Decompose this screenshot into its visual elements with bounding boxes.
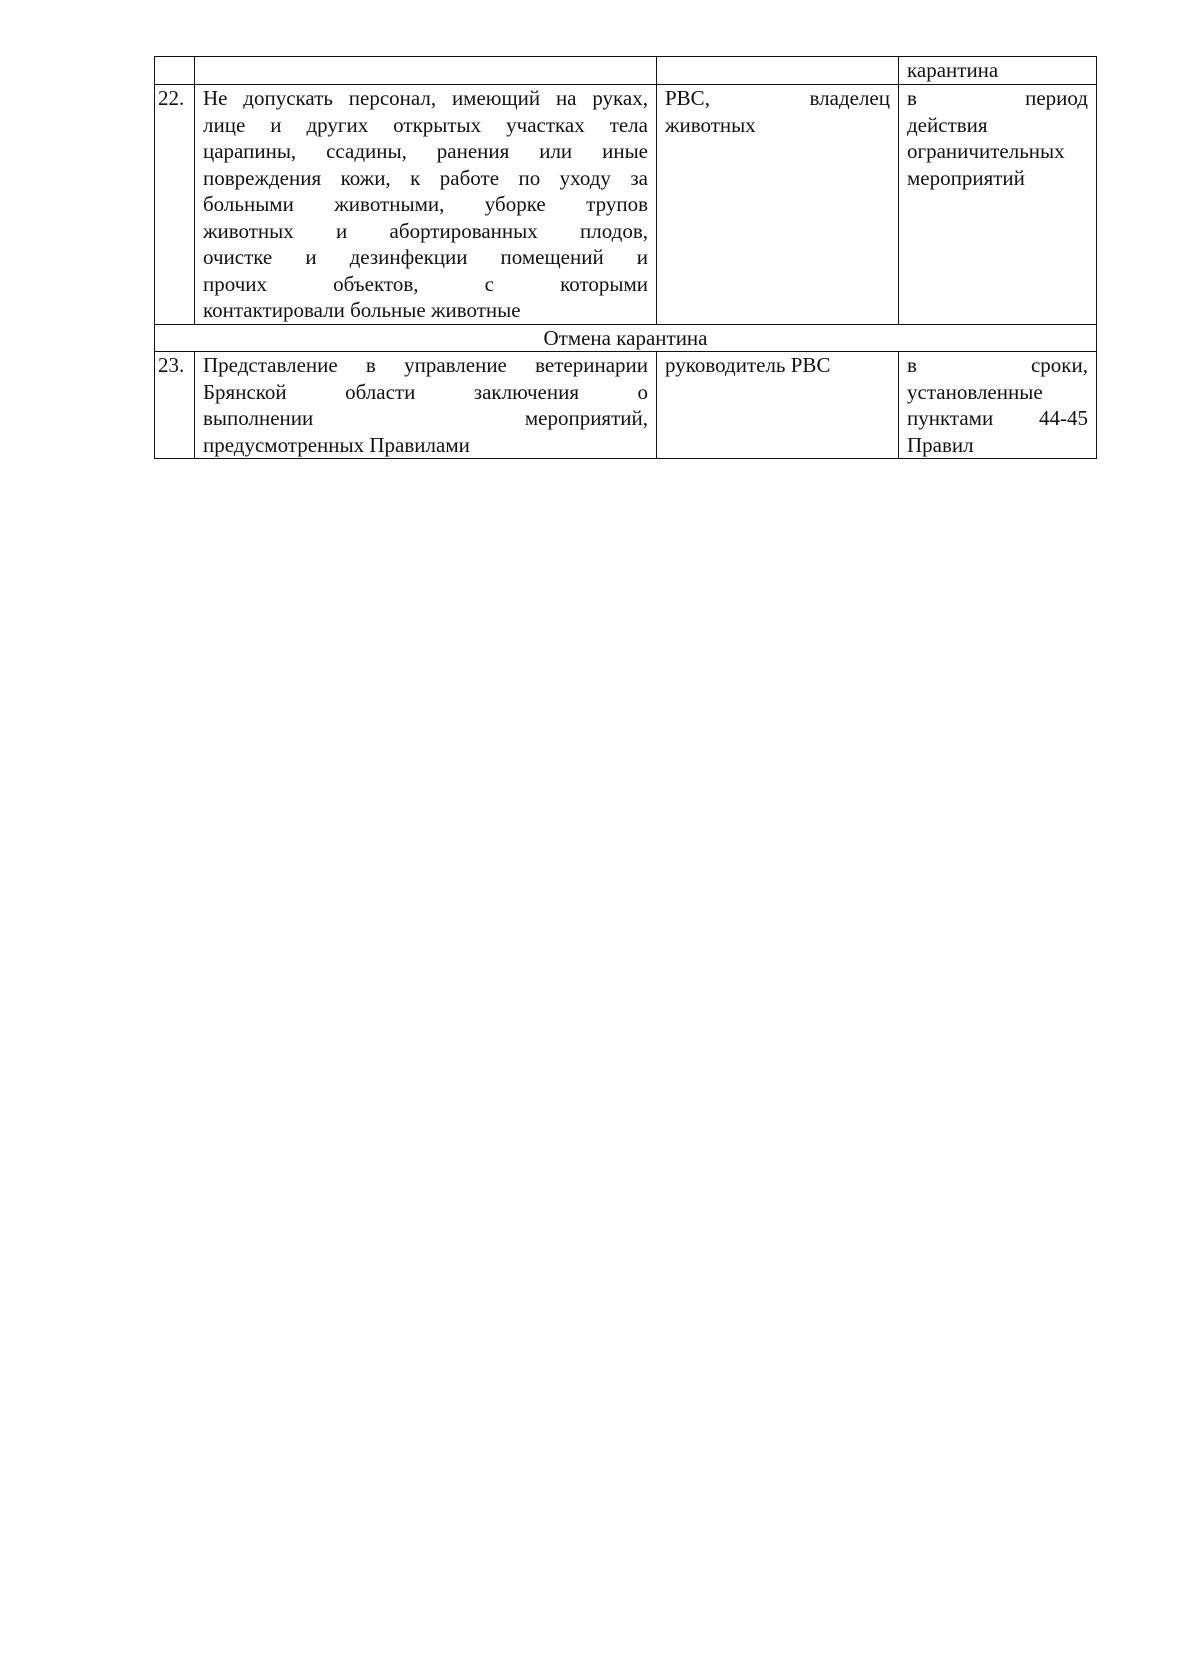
action-line: повреждения кожи, к работе по уходу за xyxy=(203,165,648,190)
deadline-line: ограничительных xyxy=(907,139,1065,163)
cell-deadline xyxy=(899,352,1097,459)
measures-table xyxy=(154,56,1097,459)
table-row xyxy=(155,85,1097,325)
responsible-line: животных xyxy=(665,112,756,137)
cell-action xyxy=(195,352,657,459)
cell-action xyxy=(195,85,657,325)
action-line: предусмотренных Правилами xyxy=(203,432,470,457)
action-line: животных и абортированных плодов, xyxy=(203,218,648,243)
cell-deadline-continuation: карантина xyxy=(899,57,1097,85)
cell-deadline xyxy=(899,85,1097,325)
action-line: очистке и дезинфекции помещений и xyxy=(203,245,648,269)
action-line: контактировали больные животные xyxy=(203,298,521,322)
cell-num-empty xyxy=(155,57,195,85)
cell-responsible xyxy=(657,352,899,459)
cell-num: 23. xyxy=(155,352,195,459)
deadline-line: в период xyxy=(907,86,1088,110)
deadline-line: Правил xyxy=(907,432,974,457)
action-line: больными животными, уборке трупов xyxy=(203,192,648,216)
deadline-line: установленные xyxy=(907,379,1043,404)
cell-action-empty xyxy=(195,57,657,85)
deadline-line: пунктами 44-45 xyxy=(907,406,1088,430)
action-line: Брянской области заключения о xyxy=(203,379,648,404)
cell-num: 22. xyxy=(155,85,195,325)
table-row xyxy=(155,352,1097,459)
section-heading: Отмена карантина xyxy=(155,324,1097,352)
action-line: Не допускать персонал, имеющий на руках, xyxy=(203,86,648,110)
section-heading-row xyxy=(155,324,1097,352)
table-row-continuation xyxy=(155,57,1097,85)
responsible-line: РВС, владелец xyxy=(665,86,890,110)
deadline-line: мероприятий xyxy=(907,165,1025,190)
action-line: Представление в управление ветеринарии xyxy=(203,353,648,377)
cell-responsible xyxy=(657,85,899,325)
deadline-line: действия xyxy=(907,112,988,137)
deadline-line: в сроки, xyxy=(907,353,1088,377)
cell-responsible-empty xyxy=(657,57,899,85)
action-line: выполнении мероприятий, xyxy=(203,406,648,430)
responsible-line: руководитель РВС xyxy=(665,353,831,377)
action-line: лице и других открытых участках тела xyxy=(203,112,648,137)
action-line: царапины, ссадины, ранения или иные xyxy=(203,139,648,163)
action-line: прочих объектов, с которыми xyxy=(203,271,648,296)
